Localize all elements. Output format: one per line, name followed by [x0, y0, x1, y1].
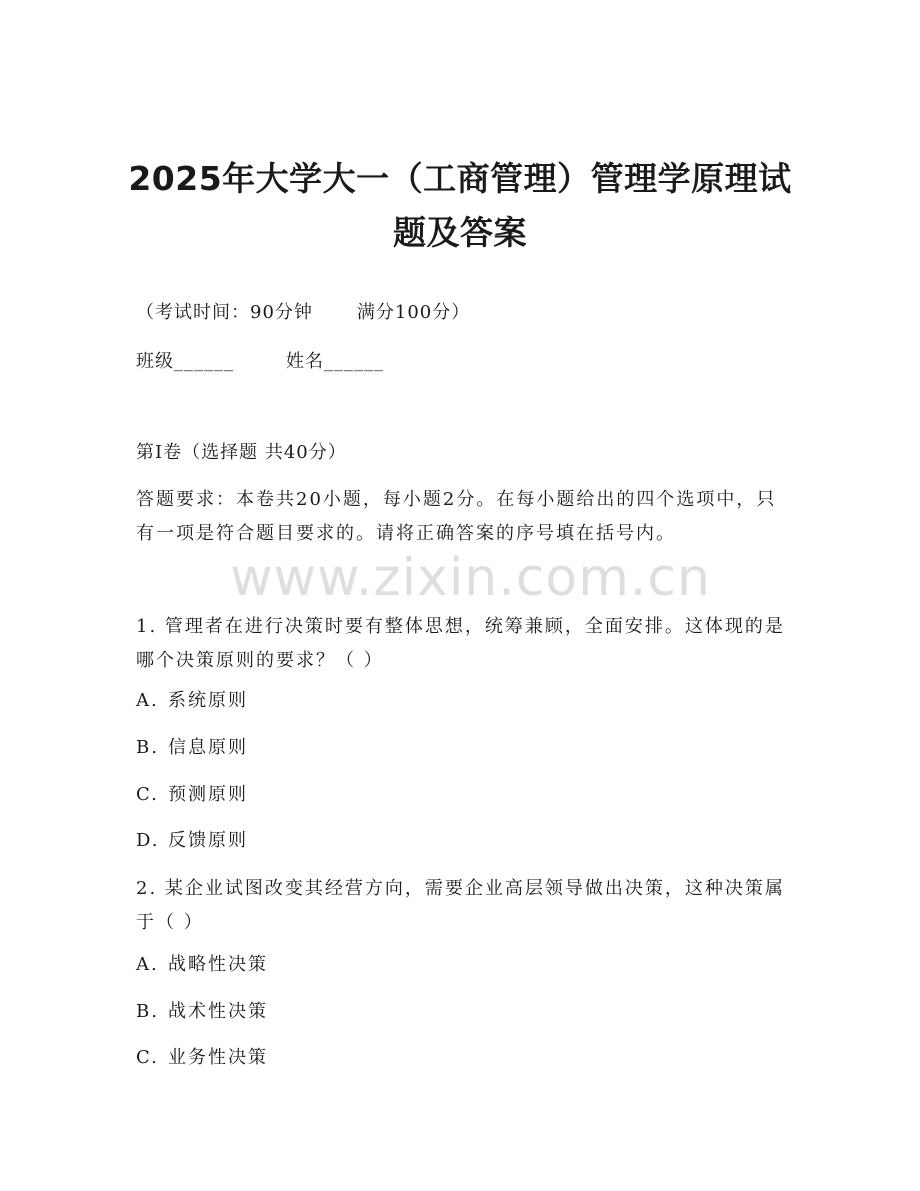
class-field: 班级______	[136, 351, 234, 372]
exam-time: （考试时间：90分钟	[136, 302, 313, 323]
question-1-option-c	[136, 783, 248, 807]
exam-info	[136, 301, 470, 325]
option-label: B.	[136, 737, 159, 758]
question-1-option-a	[136, 689, 248, 713]
question-2-option-a	[136, 953, 268, 977]
question-2-option-c	[136, 1046, 268, 1070]
option-label: A.	[136, 690, 159, 711]
question-1-option-d	[136, 829, 248, 853]
option-label: C.	[136, 784, 159, 805]
option-text: 业务性决策	[168, 1047, 268, 1068]
option-text: 战略性决策	[168, 954, 268, 975]
question-1-option-b	[136, 736, 248, 760]
student-fields	[136, 350, 384, 374]
question-2-option-b	[136, 1000, 268, 1024]
question-1-stem: 1. 管理者在进行决策时要有整体思想，统筹兼顾，全面安排。这体现的是哪个决策原则的要求？（ ）	[136, 616, 785, 671]
option-label: D.	[136, 830, 160, 851]
document-title: 2025年大学大一（工商管理）管理学原理试题及答案	[128, 159, 792, 252]
question-2-stem: 2. 某企业试图改变其经营方向，需要企业高层领导做出决策，这种决策属于（ ）	[136, 878, 785, 933]
watermark: www.zixin.com.cn	[230, 548, 711, 608]
option-label: A.	[136, 954, 159, 975]
option-text: 战术性决策	[168, 1001, 268, 1022]
option-label: C.	[136, 1047, 159, 1068]
option-text: 信息原则	[168, 737, 248, 758]
exam-score: 满分100分）	[356, 302, 471, 323]
section-requirement: 答题要求：本卷共20小题，每小题2分。在每小题给出的四个选项中，只有一项是符合题目要求的。请将正确答案的序号填在括号内。	[136, 489, 777, 544]
section-title: 第I卷（选择题 共40分）	[136, 442, 347, 463]
option-text: 反馈原则	[168, 830, 248, 851]
option-label: B.	[136, 1001, 159, 1022]
name-field: 姓名______	[286, 351, 384, 372]
option-text: 预测原则	[168, 784, 248, 805]
option-text: 系统原则	[168, 690, 248, 711]
